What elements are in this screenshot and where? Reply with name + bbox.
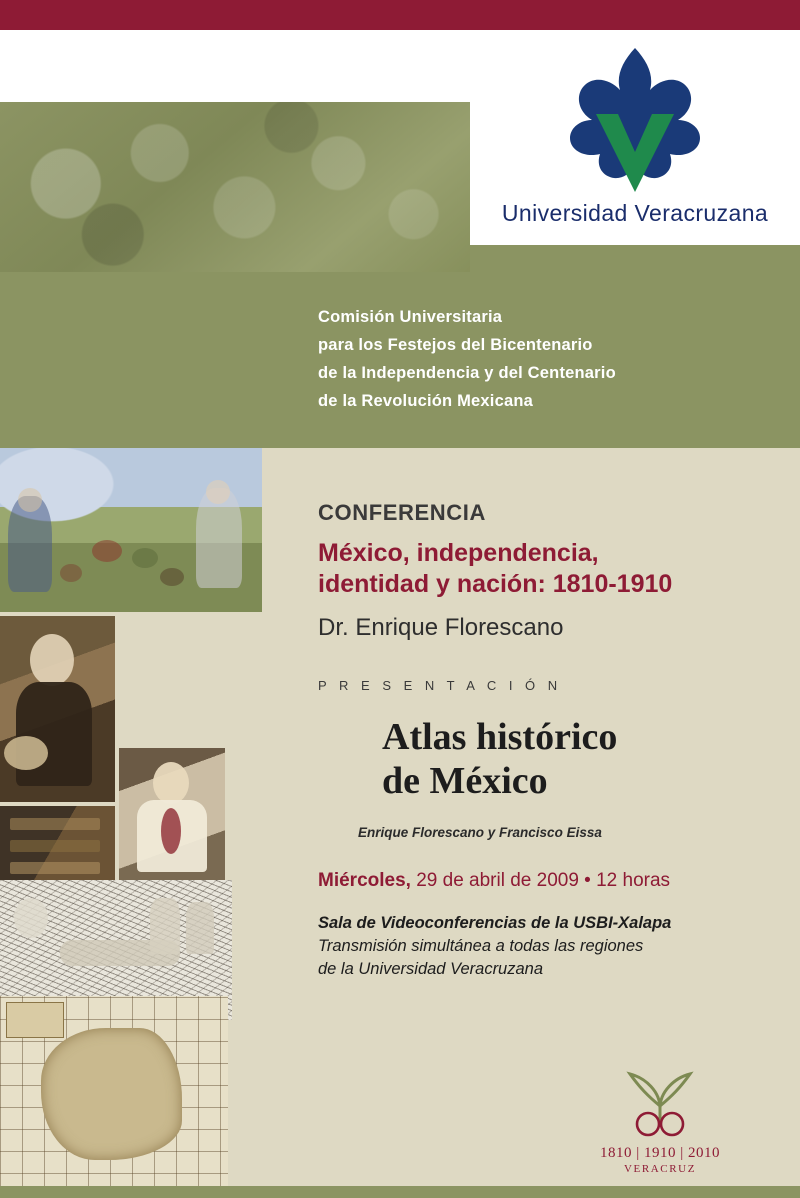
top-crimson-band: [0, 0, 470, 30]
venue-line-1: Sala de Videoconferencias de la USBI-Xalapa: [318, 914, 672, 932]
commission-line-3: de la Independencia y del Centenario: [318, 364, 616, 382]
commission-line-1: Comisión Universitaria: [318, 308, 503, 326]
event-date-rest: 29 de abril de 2009 • 12 horas: [416, 870, 671, 891]
conference-label: CONFERENCIA: [318, 500, 486, 525]
venue-line-2: Transmisión simultánea a todas las regiones: [318, 937, 644, 955]
event-details: [318, 500, 778, 981]
event-date: [318, 870, 778, 892]
book-authors: Enrique Florescano y Francisco Eissa: [358, 825, 602, 840]
conference-title-line-1: México, independencia,: [318, 539, 599, 567]
bicentennial-rings-emblem: [560, 1062, 760, 1174]
bishop-portrait-painting: [119, 748, 225, 882]
aztec-stone-carving-texture: [0, 102, 470, 272]
commission-text: [318, 303, 778, 415]
emblem-years: 1810 | 1910 | 2010: [599, 1145, 720, 1161]
book-title-line-2: de México: [382, 760, 548, 802]
historic-map-of-america: [0, 996, 228, 1196]
commission-line-2: para los Festejos del Bicentenario: [318, 336, 593, 354]
conference-title-line-2: identidad y nación: 1810-1910: [318, 570, 673, 598]
uv-fleur-de-lis-v-logo: [470, 40, 800, 200]
white-strip-left: [0, 30, 470, 102]
book-title: [318, 715, 778, 803]
presentation-label: P R E S E N T A C I Ó N: [318, 678, 562, 693]
emblem-graphic: [560, 1062, 760, 1140]
priest-portrait-painting: [0, 616, 115, 802]
commission-line-4: de la Revolución Mexicana: [318, 392, 533, 410]
emblem-place: VERACRUZ: [623, 1163, 697, 1175]
conference-speaker: Dr. Enrique Florescano: [318, 614, 564, 641]
event-venue: [318, 912, 778, 981]
olive-right-block: [470, 245, 800, 272]
bottom-olive-bar: [0, 1186, 800, 1198]
event-date-weekday: Miércoles,: [318, 870, 411, 891]
venue-line-3: de la Universidad Veracruzana: [318, 960, 544, 978]
book-title-line-1: Atlas histórico: [382, 716, 618, 758]
image-collage: [0, 448, 300, 1198]
uv-wordmark: Universidad Veracruzana: [501, 200, 769, 226]
independence-battle-painting: [0, 448, 262, 612]
conference-title: [318, 538, 778, 600]
